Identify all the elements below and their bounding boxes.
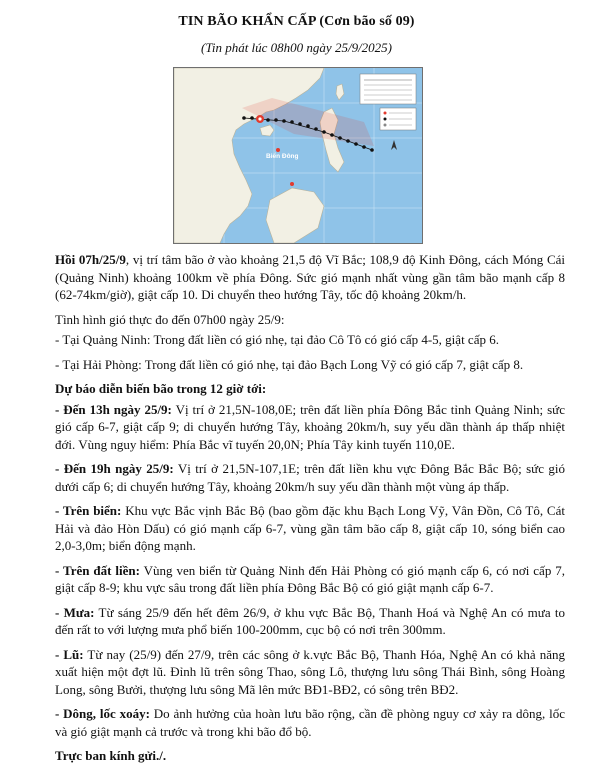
bulletin-title: TIN BÃO KHẨN CẤP (Cơn bão số 09) xyxy=(178,14,415,29)
lead-sea: - Trên biển: xyxy=(55,503,122,518)
paragraph-rain xyxy=(55,604,565,639)
bulletin-subtitle: (Tin phát lúc 08h00 ngày 25/9/2025) xyxy=(200,40,393,55)
current-position-text: , vị trí tâm bão ở vào khoảng 21,5 độ Vĩ Bắc; 108,9 độ Kinh Đông, cách Móng Cái (Quảng Ninh) khoảng 100km về phía Đông. Sức gió mạnh nhất vùng gần tâm bão mạnh cấp 8 (62-74km/giờ), giật cấp 10. Di chuyển theo hướng Tây, tốc độ khoảng 20km/h. xyxy=(55,252,565,302)
paragraph-hai-phong: - Tại Hải Phòng: Trong đất liền có gió nhẹ, tại đảo Bạch Long Vỹ có gió cấp 7, giật cấp 8. xyxy=(55,356,524,372)
lead-13h: - Đến 13h ngày 25/9: xyxy=(55,401,172,417)
on-land-text: Vùng ven biển từ Quảng Ninh đến Hải Phòng có gió mạnh cấp 6, có nơi cấp 7, giật cấp 8-9; khu vực sâu trong đất liền phía Đông Bắc Bộ có gió giật mạnh cấp 6-7. xyxy=(55,562,565,595)
map-symbol-legend xyxy=(380,108,416,130)
paragraph-on-sea xyxy=(55,502,565,555)
lead-thunderstorm: - Dông, lốc xoáy: xyxy=(55,706,150,721)
storm-center-icon xyxy=(256,115,264,123)
signoff-text: Trực ban kính gửi./. xyxy=(55,748,167,763)
hoang-sa-marker xyxy=(276,148,280,152)
lead-rain: - Mưa: xyxy=(55,604,95,620)
paragraph-quang-ninh: - Tại Quảng Ninh: Trong đất liền có gió nhẹ, tại đảo Cô Tô có gió cấp 4-5, giật cấp 6. xyxy=(55,332,499,347)
thunderstorm-text: Do ảnh hưởng của hoàn lưu bão rộng, cần đề phòng nguy cơ xảy ra dông, lốc và gió giật mạnh cả trước và trong khi bão đổ bộ. xyxy=(55,706,565,739)
map-label-bien-dong: Biển Đông xyxy=(266,153,299,160)
on-sea-text: Khu vực Bắc vịnh Bắc Bộ (bao gồm đặc khu Bạch Long Vỹ, Vân Đồn, Cô Tô, Cát Hải và đảo Hòn Dấu) có gió mạnh cấp 6-7, vùng gần tâm bão cấp 8, giật cấp 10, sóng biển cao 2,0-3,0m; biển động mạnh. xyxy=(55,503,565,553)
lead-flood: - Lũ: xyxy=(55,646,84,662)
forecast-19h-text: Vị trí ở 21,5N-107,1E; trên đất liền khu vực Đông Bắc Bắc Bộ; sức gió dưới cấp 6; di chuyển hướng Tây, khoảng 20km/h suy yếu dần thành một vùng áp thấp. xyxy=(55,461,565,494)
paragraph-forecast-19h xyxy=(55,460,565,495)
paragraph-signoff xyxy=(55,747,565,765)
paragraph-wind-observed: Tình hình gió thực đo đến 07h00 ngày 25/9: xyxy=(55,311,285,327)
paragraph-flood xyxy=(55,646,565,699)
forecast-13h-text: Vị trí ở 21,5N-108,0E; trên đất liền phía Đông Bắc tỉnh Quảng Ninh; sức gió cấp 6-7, giật cấp 9; di chuyển hướng Tây, khoảng 20km/h, suy yếu dần thành áp thấp nhiệt đới. Vùng nguy hiểm: Phía Bắc vĩ tuyến 20,0N; Phía Tây kinh tuyến 110,0E. xyxy=(55,401,565,452)
truong-sa-marker xyxy=(290,182,294,186)
flood-text: Từ nay (25/9) đến 27/9, trên các sông ở k.vực Bắc Bộ, Thanh Hóa, Nghệ An có khả năng xuất hiện một đợt lũ. Đỉnh lũ trên sông Thao, sông Lô, thượng lưu sông Thái Bình, sông Hoàng Long, sông Bưởi, thượng lưu sông Mã lên mức BĐ1-BĐ2, có sông trên BĐ2. xyxy=(55,646,565,697)
paragraph-current-position xyxy=(55,251,565,304)
forecast-heading xyxy=(55,380,565,398)
storm-map-svg xyxy=(174,68,422,243)
rain-text: Từ sáng 25/9 đến hết đêm 26/9, ở khu vực Bắc Bộ, Thanh Hoá và Nghệ An có mưa to đến rất to với lượng mưa phổ biến 100-200mm, cục bộ có nơi trên 300mm. xyxy=(55,604,565,637)
paragraph-thunderstorm xyxy=(55,705,565,740)
paragraph-on-land xyxy=(55,562,565,597)
map-legend xyxy=(360,74,416,104)
storm-track-map xyxy=(173,67,423,244)
paragraph-forecast-13h xyxy=(55,401,565,454)
lead-land: - Trên đất liền: xyxy=(55,562,140,578)
lead-current-time: Hồi 07h/25/9 xyxy=(55,252,126,267)
lead-19h: - Đến 19h ngày 25/9: xyxy=(55,461,174,476)
bulletin-body xyxy=(55,251,565,772)
forecast-heading-text: Dự báo diễn biến bão trong 12 giờ tới: xyxy=(55,381,267,396)
